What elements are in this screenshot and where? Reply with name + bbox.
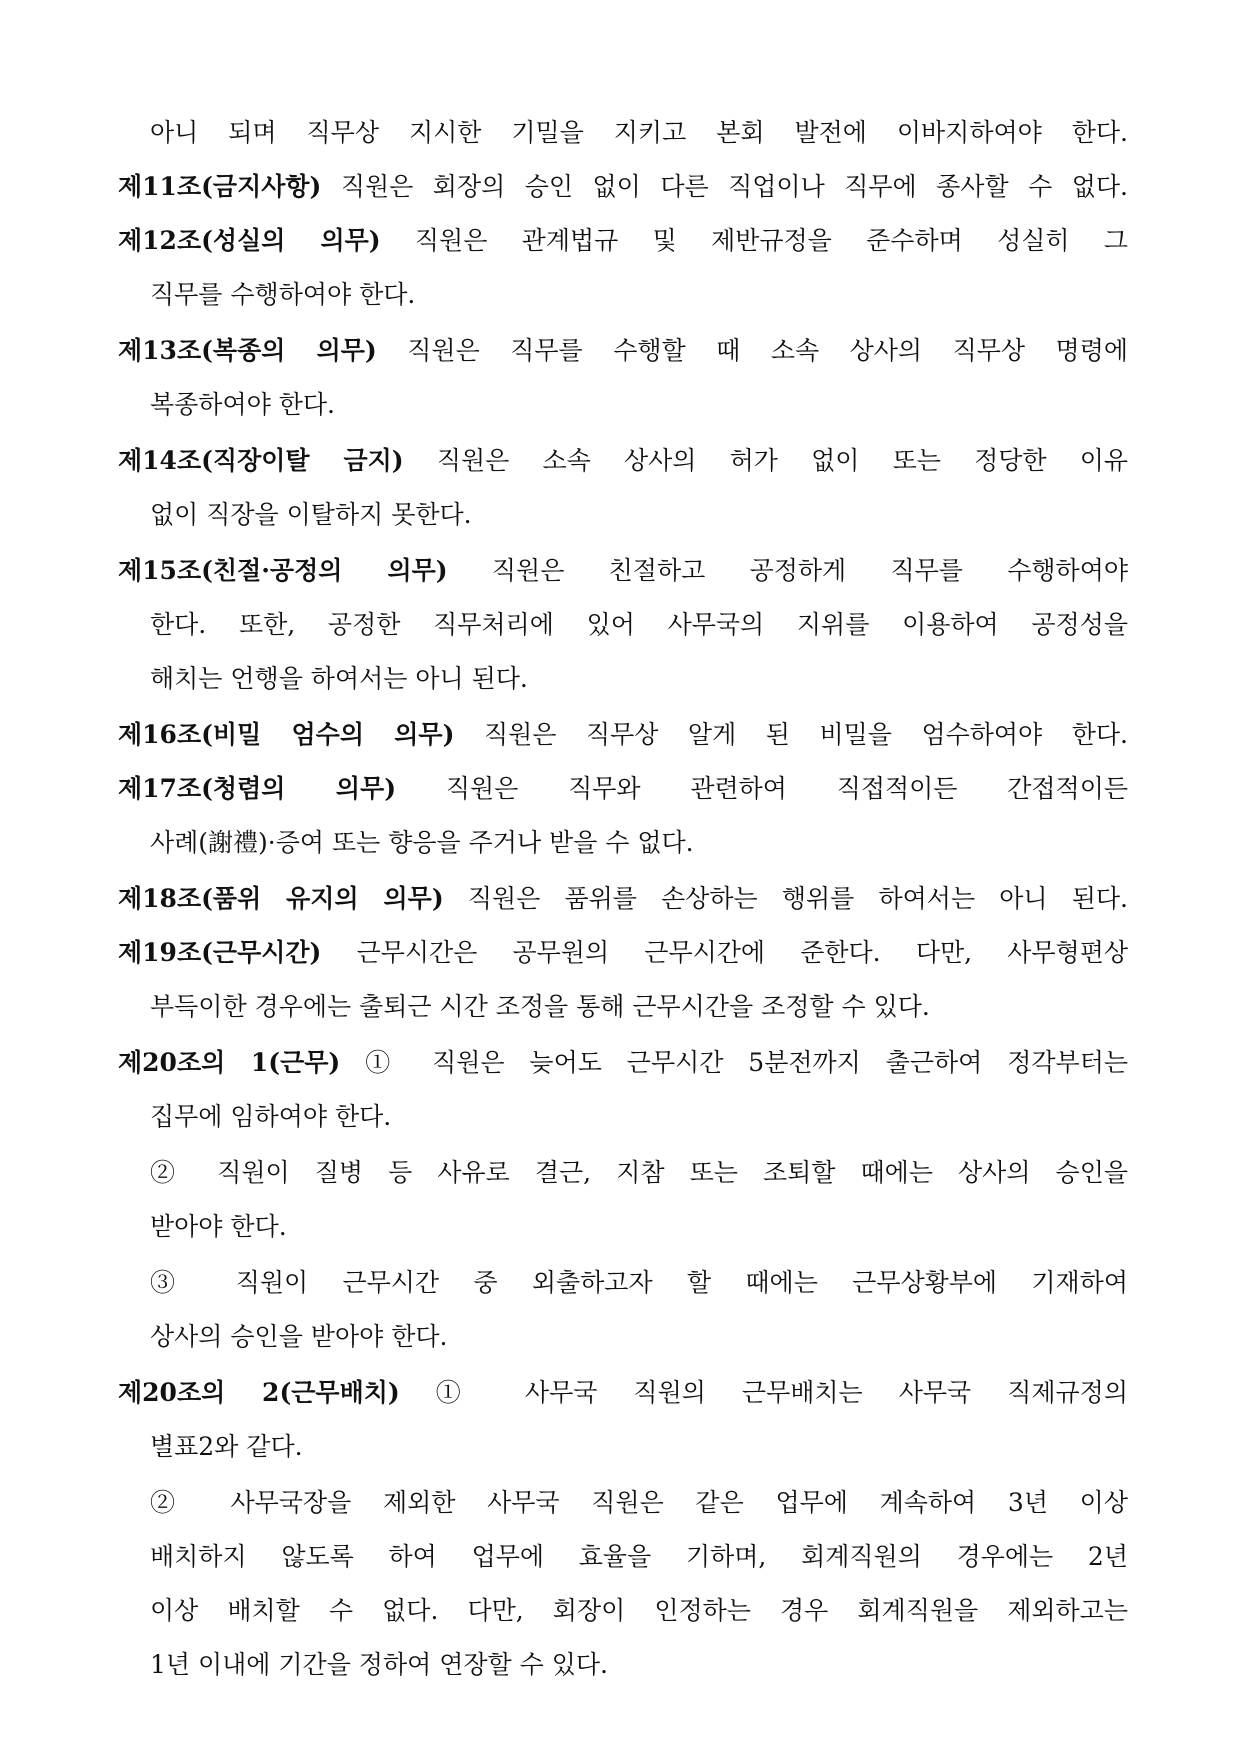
article-text: 직원은 회장의 승인 없이 다른 직업이나 직무에 종사할 수 없다. bbox=[340, 172, 1128, 201]
article-text: 직원은 품위를 손상하는 행위를 하여서는 아니 된다. bbox=[467, 884, 1129, 913]
article-text: 직원은 친절하고 공정하게 직무를 수행하여야 bbox=[491, 556, 1128, 585]
article-title: 제19조(근무시간) bbox=[118, 938, 322, 967]
text-line: 부득이한 경우에는 출퇴근 시간 조정을 통해 근무시간을 조정할 수 있다. bbox=[150, 992, 930, 1021]
article-18 bbox=[118, 882, 1128, 916]
article-12 bbox=[118, 224, 1128, 258]
text-line: 배치하지 않도록 하여 업무에 효율을 기하며, 회계직원의 경우에는 2년 bbox=[150, 1542, 1128, 1571]
article-title: 제16조(비밀 엄수의 의무) bbox=[118, 720, 455, 749]
article-title: 제17조(청렴의 의무) bbox=[118, 774, 397, 803]
article-text: ① 직원은 늦어도 근무시간 5분전까지 출근하여 정각부터는 bbox=[365, 1048, 1128, 1077]
text-line: 1년 이내에 기간을 정하여 연장할 수 있다. bbox=[150, 1650, 608, 1679]
article-14 bbox=[118, 444, 1128, 478]
article-text: 직원은 관계법규 및 제반규정을 준수하며 성실히 그 bbox=[414, 226, 1128, 255]
article-15 bbox=[118, 554, 1128, 588]
article-11 bbox=[118, 170, 1128, 204]
article-text: 직원은 직무와 관련하여 직접적이든 간접적이든 bbox=[445, 774, 1128, 803]
article-text: 직원은 직무상 알게 된 비밀을 엄수하여야 한다. bbox=[483, 720, 1128, 749]
article-20-1 bbox=[118, 1046, 1128, 1080]
text-line: 해치는 언행을 하여서는 아니 된다. bbox=[150, 664, 528, 693]
article-title: 제13조(복종의 의무) bbox=[118, 336, 377, 365]
clause-line: ③ 직원이 근무시간 중 외출하고자 할 때에는 근무상황부에 기재하여 bbox=[150, 1268, 1128, 1297]
clause-line: ② 사무국장을 제외한 사무국 직원은 같은 업무에 계속하여 3년 이상 bbox=[150, 1488, 1128, 1517]
text-line: 집무에 임하여야 한다. bbox=[150, 1102, 392, 1131]
article-text: 직원은 직무를 수행할 때 소속 상사의 직무상 명령에 bbox=[407, 336, 1128, 365]
article-16 bbox=[118, 718, 1128, 752]
article-title: 제18조(품위 유지의 의무) bbox=[118, 884, 444, 913]
text-line: 복종하여야 한다. bbox=[150, 390, 335, 419]
article-title: 제20조의 1(근무) bbox=[118, 1048, 341, 1077]
clause-line: ② 직원이 질병 등 사유로 결근, 지참 또는 조퇴할 때에는 상사의 승인을 bbox=[150, 1158, 1128, 1187]
text-line: 별표2와 같다. bbox=[150, 1432, 303, 1461]
text-line: 받아야 한다. bbox=[150, 1212, 287, 1241]
text-line: 없이 직장을 이탈하지 못한다. bbox=[150, 500, 472, 529]
document-page bbox=[118, 116, 1128, 1682]
text-line: 직무를 수행하여야 한다. bbox=[150, 280, 416, 309]
text-line: 사례(謝禮)·증여 또는 향응을 주거나 받을 수 없다. bbox=[150, 828, 694, 857]
article-title: 제14조(직장이탈 금지) bbox=[118, 446, 404, 475]
article-20-2 bbox=[118, 1376, 1128, 1410]
article-title: 제12조(성실의 의무) bbox=[118, 226, 381, 255]
article-19 bbox=[118, 936, 1128, 970]
article-text: ① 사무국 직원의 근무배치는 사무국 직제규정의 bbox=[435, 1378, 1128, 1407]
article-title: 제15조(친절·공정의 의무) bbox=[118, 556, 448, 585]
article-title: 제11조(금지사항) bbox=[118, 172, 322, 201]
text-line: 한다. 또한, 공정한 직무처리에 있어 사무국의 지위를 이용하여 공정성을 bbox=[150, 610, 1128, 639]
article-17 bbox=[118, 772, 1128, 806]
text-line: 상사의 승인을 받아야 한다. bbox=[150, 1322, 448, 1351]
article-title: 제20조의 2(근무배치) bbox=[118, 1378, 400, 1407]
text-line: 이상 배치할 수 없다. 다만, 회장이 인정하는 경우 회계직원을 제외하고는 bbox=[150, 1596, 1128, 1625]
article-13 bbox=[118, 334, 1128, 368]
text-line: 아니 되며 직무상 지시한 기밀을 지키고 본회 발전에 이바지하여야 한다. bbox=[150, 118, 1128, 147]
article-text: 근무시간은 공무원의 근무시간에 준한다. 다만, 사무형편상 bbox=[356, 938, 1129, 967]
article-text: 직원은 소속 상사의 허가 없이 또는 정당한 이유 bbox=[436, 446, 1129, 475]
